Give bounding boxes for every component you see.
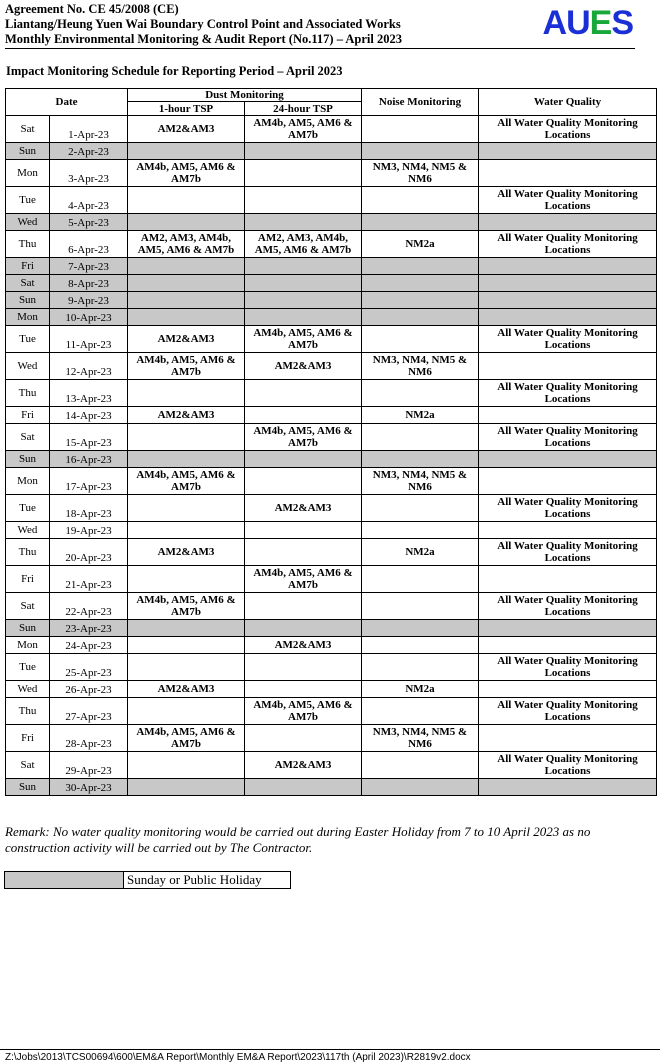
date-cell: 18-Apr-23 [50,495,128,522]
tsp-24hour-cell: AM2&AM3 [245,495,362,522]
date-cell: 5-Apr-23 [50,214,128,231]
table-row [6,407,657,424]
aues-logo [543,6,634,40]
legend [4,871,291,889]
section-title: Impact Monitoring Schedule for Reporting Period – April 2023 [6,64,343,78]
tsp-1hour-cell: AM4b, AM5, AM6 & AM7b [128,468,245,495]
date-cell: 24-Apr-23 [50,637,128,654]
tsp-1hour-cell: AM2&AM3 [128,681,245,698]
header-1hour-tsp: 1-hour TSP [128,102,245,116]
agreement-number: Agreement No. CE 45/2008 (CE) [5,2,179,16]
tsp-24hour-cell: AM4b, AM5, AM6 & AM7b [245,566,362,593]
tsp-24hour-cell [245,468,362,495]
table-row [6,637,657,654]
water-quality-cell [479,143,657,160]
tsp-1hour-cell: AM2&AM3 [128,116,245,143]
project-title: Liantang/Heung Yuen Wai Boundary Control Point and Associated Works [5,17,401,31]
table-row [6,752,657,779]
water-quality-cell: All Water Quality Monitoring Locations [479,654,657,681]
tsp-1hour-cell [128,752,245,779]
tsp-1hour-cell: AM4b, AM5, AM6 & AM7b [128,160,245,187]
table-row [6,380,657,407]
noise-cell [362,187,479,214]
tsp-1hour-cell [128,522,245,539]
tsp-1hour-cell: AM2&AM3 [128,326,245,353]
noise-cell: NM2a [362,231,479,258]
tsp-24hour-cell [245,539,362,566]
tsp-24hour-cell [245,275,362,292]
water-quality-cell [479,451,657,468]
water-quality-cell: All Water Quality Monitoring Locations [479,424,657,451]
water-quality-cell [479,214,657,231]
noise-cell [362,522,479,539]
tsp-24hour-cell [245,725,362,752]
tsp-1hour-cell [128,620,245,637]
day-cell: Sun [6,143,50,160]
tsp-1hour-cell [128,779,245,796]
tsp-24hour-cell [245,258,362,275]
tsp-24hour-cell [245,654,362,681]
tsp-1hour-cell [128,380,245,407]
water-quality-cell: All Water Quality Monitoring Locations [479,752,657,779]
noise-cell [362,495,479,522]
date-cell: 16-Apr-23 [50,451,128,468]
water-quality-cell [479,566,657,593]
date-cell: 28-Apr-23 [50,725,128,752]
tsp-1hour-cell [128,424,245,451]
water-quality-cell: All Water Quality Monitoring Locations [479,326,657,353]
table-row [6,779,657,796]
logo-letter: S [611,4,633,42]
table-row [6,143,657,160]
tsp-1hour-cell [128,451,245,468]
noise-cell [362,424,479,451]
date-cell: 15-Apr-23 [50,424,128,451]
noise-cell: NM3, NM4, NM5 & NM6 [362,353,479,380]
header-date: Date [6,89,128,116]
table-row [6,451,657,468]
date-cell: 30-Apr-23 [50,779,128,796]
noise-cell [362,779,479,796]
table-row [6,654,657,681]
day-cell: Sat [6,116,50,143]
water-quality-cell [479,725,657,752]
logo-letter: E [589,4,612,42]
date-cell: 17-Apr-23 [50,468,128,495]
water-quality-cell: All Water Quality Monitoring Locations [479,231,657,258]
tsp-1hour-cell: AM4b, AM5, AM6 & AM7b [128,725,245,752]
noise-cell [362,309,479,326]
table-row [6,468,657,495]
day-cell: Sat [6,593,50,620]
water-quality-cell: All Water Quality Monitoring Locations [479,593,657,620]
tsp-1hour-cell: AM2, AM3, AM4b, AM5, AM6 & AM7b [128,231,245,258]
water-quality-cell [479,779,657,796]
date-cell: 14-Apr-23 [50,407,128,424]
tsp-1hour-cell: AM4b, AM5, AM6 & AM7b [128,353,245,380]
day-cell: Fri [6,566,50,593]
noise-cell: NM2a [362,681,479,698]
noise-cell [362,593,479,620]
date-cell: 25-Apr-23 [50,654,128,681]
legend-label: Sunday or Public Holiday [127,872,262,887]
water-quality-cell: All Water Quality Monitoring Locations [479,495,657,522]
tsp-1hour-cell [128,654,245,681]
tsp-24hour-cell [245,160,362,187]
water-quality-cell: All Water Quality Monitoring Locations [479,380,657,407]
tsp-1hour-cell [128,143,245,160]
table-row [6,566,657,593]
date-cell: 7-Apr-23 [50,258,128,275]
water-quality-cell: All Water Quality Monitoring Locations [479,539,657,566]
noise-cell [362,752,479,779]
table-row [6,214,657,231]
day-cell: Thu [6,231,50,258]
date-cell: 19-Apr-23 [50,522,128,539]
table-row [6,187,657,214]
day-cell: Sat [6,275,50,292]
water-quality-cell [479,353,657,380]
tsp-24hour-cell [245,187,362,214]
day-cell: Fri [6,407,50,424]
table-row [6,424,657,451]
day-cell: Wed [6,353,50,380]
table-row [6,495,657,522]
table-row [6,593,657,620]
noise-cell: NM3, NM4, NM5 & NM6 [362,160,479,187]
table-row [6,725,657,752]
noise-cell [362,380,479,407]
date-cell: 12-Apr-23 [50,353,128,380]
noise-cell: NM3, NM4, NM5 & NM6 [362,725,479,752]
water-quality-cell [479,258,657,275]
day-cell: Thu [6,380,50,407]
day-cell: Wed [6,522,50,539]
noise-cell [362,654,479,681]
day-cell: Wed [6,681,50,698]
day-cell: Tue [6,495,50,522]
water-quality-cell: All Water Quality Monitoring Locations [479,698,657,725]
noise-cell [362,620,479,637]
water-quality-cell [479,637,657,654]
day-cell: Mon [6,637,50,654]
table-row [6,353,657,380]
noise-cell [362,326,479,353]
tsp-1hour-cell [128,214,245,231]
table-row [6,539,657,566]
table-row [6,522,657,539]
water-quality-cell: All Water Quality Monitoring Locations [479,187,657,214]
tsp-1hour-cell [128,495,245,522]
tsp-1hour-cell: AM4b, AM5, AM6 & AM7b [128,593,245,620]
day-cell: Mon [6,309,50,326]
tsp-24hour-cell [245,309,362,326]
tsp-1hour-cell [128,187,245,214]
table-row [6,160,657,187]
tsp-24hour-cell: AM4b, AM5, AM6 & AM7b [245,424,362,451]
date-cell: 23-Apr-23 [50,620,128,637]
water-quality-cell [479,522,657,539]
noise-cell [362,143,479,160]
table-row [6,231,657,258]
water-quality-cell [479,681,657,698]
water-quality-cell [479,468,657,495]
table-row [6,698,657,725]
tsp-24hour-cell: AM2&AM3 [245,637,362,654]
tsp-24hour-cell [245,143,362,160]
date-cell: 9-Apr-23 [50,292,128,309]
table-row [6,258,657,275]
water-quality-cell [479,275,657,292]
date-cell: 29-Apr-23 [50,752,128,779]
tsp-1hour-cell [128,698,245,725]
header-24hour-tsp: 24-hour TSP [245,102,362,116]
date-cell: 3-Apr-23 [50,160,128,187]
noise-cell [362,275,479,292]
tsp-1hour-cell [128,275,245,292]
remark-text: Remark: No water quality monitoring would be carried out during Easter Holiday from 7 to 10 April 2023 as no construction activity will be carried out by The Contractor. [5,824,591,855]
tsp-1hour-cell [128,258,245,275]
tsp-1hour-cell [128,309,245,326]
tsp-24hour-cell: AM4b, AM5, AM6 & AM7b [245,116,362,143]
tsp-1hour-cell: AM2&AM3 [128,407,245,424]
day-cell: Sun [6,292,50,309]
tsp-24hour-cell [245,593,362,620]
tsp-24hour-cell [245,292,362,309]
tsp-24hour-cell [245,620,362,637]
report-header [5,2,635,49]
day-cell: Mon [6,468,50,495]
header-text [5,2,635,47]
header-dust-monitoring: Dust Monitoring [128,89,362,102]
day-cell: Tue [6,187,50,214]
header-noise-monitoring: Noise Monitoring [362,89,479,116]
tsp-24hour-cell [245,407,362,424]
tsp-24hour-cell: AM4b, AM5, AM6 & AM7b [245,326,362,353]
noise-cell [362,214,479,231]
noise-cell: NM2a [362,407,479,424]
tsp-1hour-cell [128,566,245,593]
report-title: Monthly Environmental Monitoring & Audit Report (No.117) – April 2023 [5,32,403,46]
tsp-24hour-cell: AM2&AM3 [245,353,362,380]
file-path-footer: Z:\Jobs\2013\TCS00694\600\EM&A Report\Monthly EM&A Report\2023\117th (April 2023)\R2819v2.docx [0,1049,660,1063]
noise-cell [362,258,479,275]
water-quality-cell [479,620,657,637]
tsp-1hour-cell [128,292,245,309]
day-cell: Tue [6,326,50,353]
tsp-24hour-cell: AM4b, AM5, AM6 & AM7b [245,698,362,725]
noise-cell [362,292,479,309]
tsp-1hour-cell [128,637,245,654]
date-cell: 2-Apr-23 [50,143,128,160]
table-row [6,275,657,292]
tsp-1hour-cell: AM2&AM3 [128,539,245,566]
date-cell: 6-Apr-23 [50,231,128,258]
water-quality-cell [479,160,657,187]
day-cell: Sat [6,752,50,779]
tsp-24hour-cell [245,681,362,698]
day-cell: Fri [6,725,50,752]
legend-swatch [5,872,124,888]
day-cell: Thu [6,698,50,725]
day-cell: Thu [6,539,50,566]
noise-cell [362,566,479,593]
day-cell: Fri [6,258,50,275]
date-cell: 8-Apr-23 [50,275,128,292]
date-cell: 27-Apr-23 [50,698,128,725]
table-row [6,326,657,353]
schedule-rows [6,116,657,796]
logo-letter: A [542,4,567,42]
date-cell: 10-Apr-23 [50,309,128,326]
water-quality-cell [479,292,657,309]
water-quality-cell [479,309,657,326]
date-cell: 26-Apr-23 [50,681,128,698]
day-cell: Sat [6,424,50,451]
noise-cell [362,637,479,654]
tsp-24hour-cell [245,522,362,539]
tsp-24hour-cell [245,380,362,407]
tsp-24hour-cell [245,779,362,796]
water-quality-cell [479,407,657,424]
noise-cell: NM3, NM4, NM5 & NM6 [362,468,479,495]
date-cell: 20-Apr-23 [50,539,128,566]
tsp-24hour-cell [245,451,362,468]
date-cell: 11-Apr-23 [50,326,128,353]
day-cell: Mon [6,160,50,187]
day-cell: Wed [6,214,50,231]
logo-letter: U [566,4,590,42]
date-cell: 1-Apr-23 [50,116,128,143]
noise-cell [362,698,479,725]
tsp-24hour-cell: AM2&AM3 [245,752,362,779]
table-row [6,309,657,326]
header-water-quality: Water Quality [479,89,657,116]
noise-cell [362,451,479,468]
date-cell: 21-Apr-23 [50,566,128,593]
day-cell: Sun [6,779,50,796]
day-cell: Tue [6,654,50,681]
date-cell: 4-Apr-23 [50,187,128,214]
date-cell: 13-Apr-23 [50,380,128,407]
table-row [6,620,657,637]
day-cell: Sun [6,620,50,637]
table-row [6,116,657,143]
water-quality-cell: All Water Quality Monitoring Locations [479,116,657,143]
noise-cell: NM2a [362,539,479,566]
tsp-24hour-cell [245,214,362,231]
noise-cell [362,116,479,143]
monitoring-schedule-table [5,88,657,796]
day-cell: Sun [6,451,50,468]
table-row [6,292,657,309]
tsp-24hour-cell: AM2, AM3, AM4b, AM5, AM6 & AM7b [245,231,362,258]
date-cell: 22-Apr-23 [50,593,128,620]
table-row [6,681,657,698]
